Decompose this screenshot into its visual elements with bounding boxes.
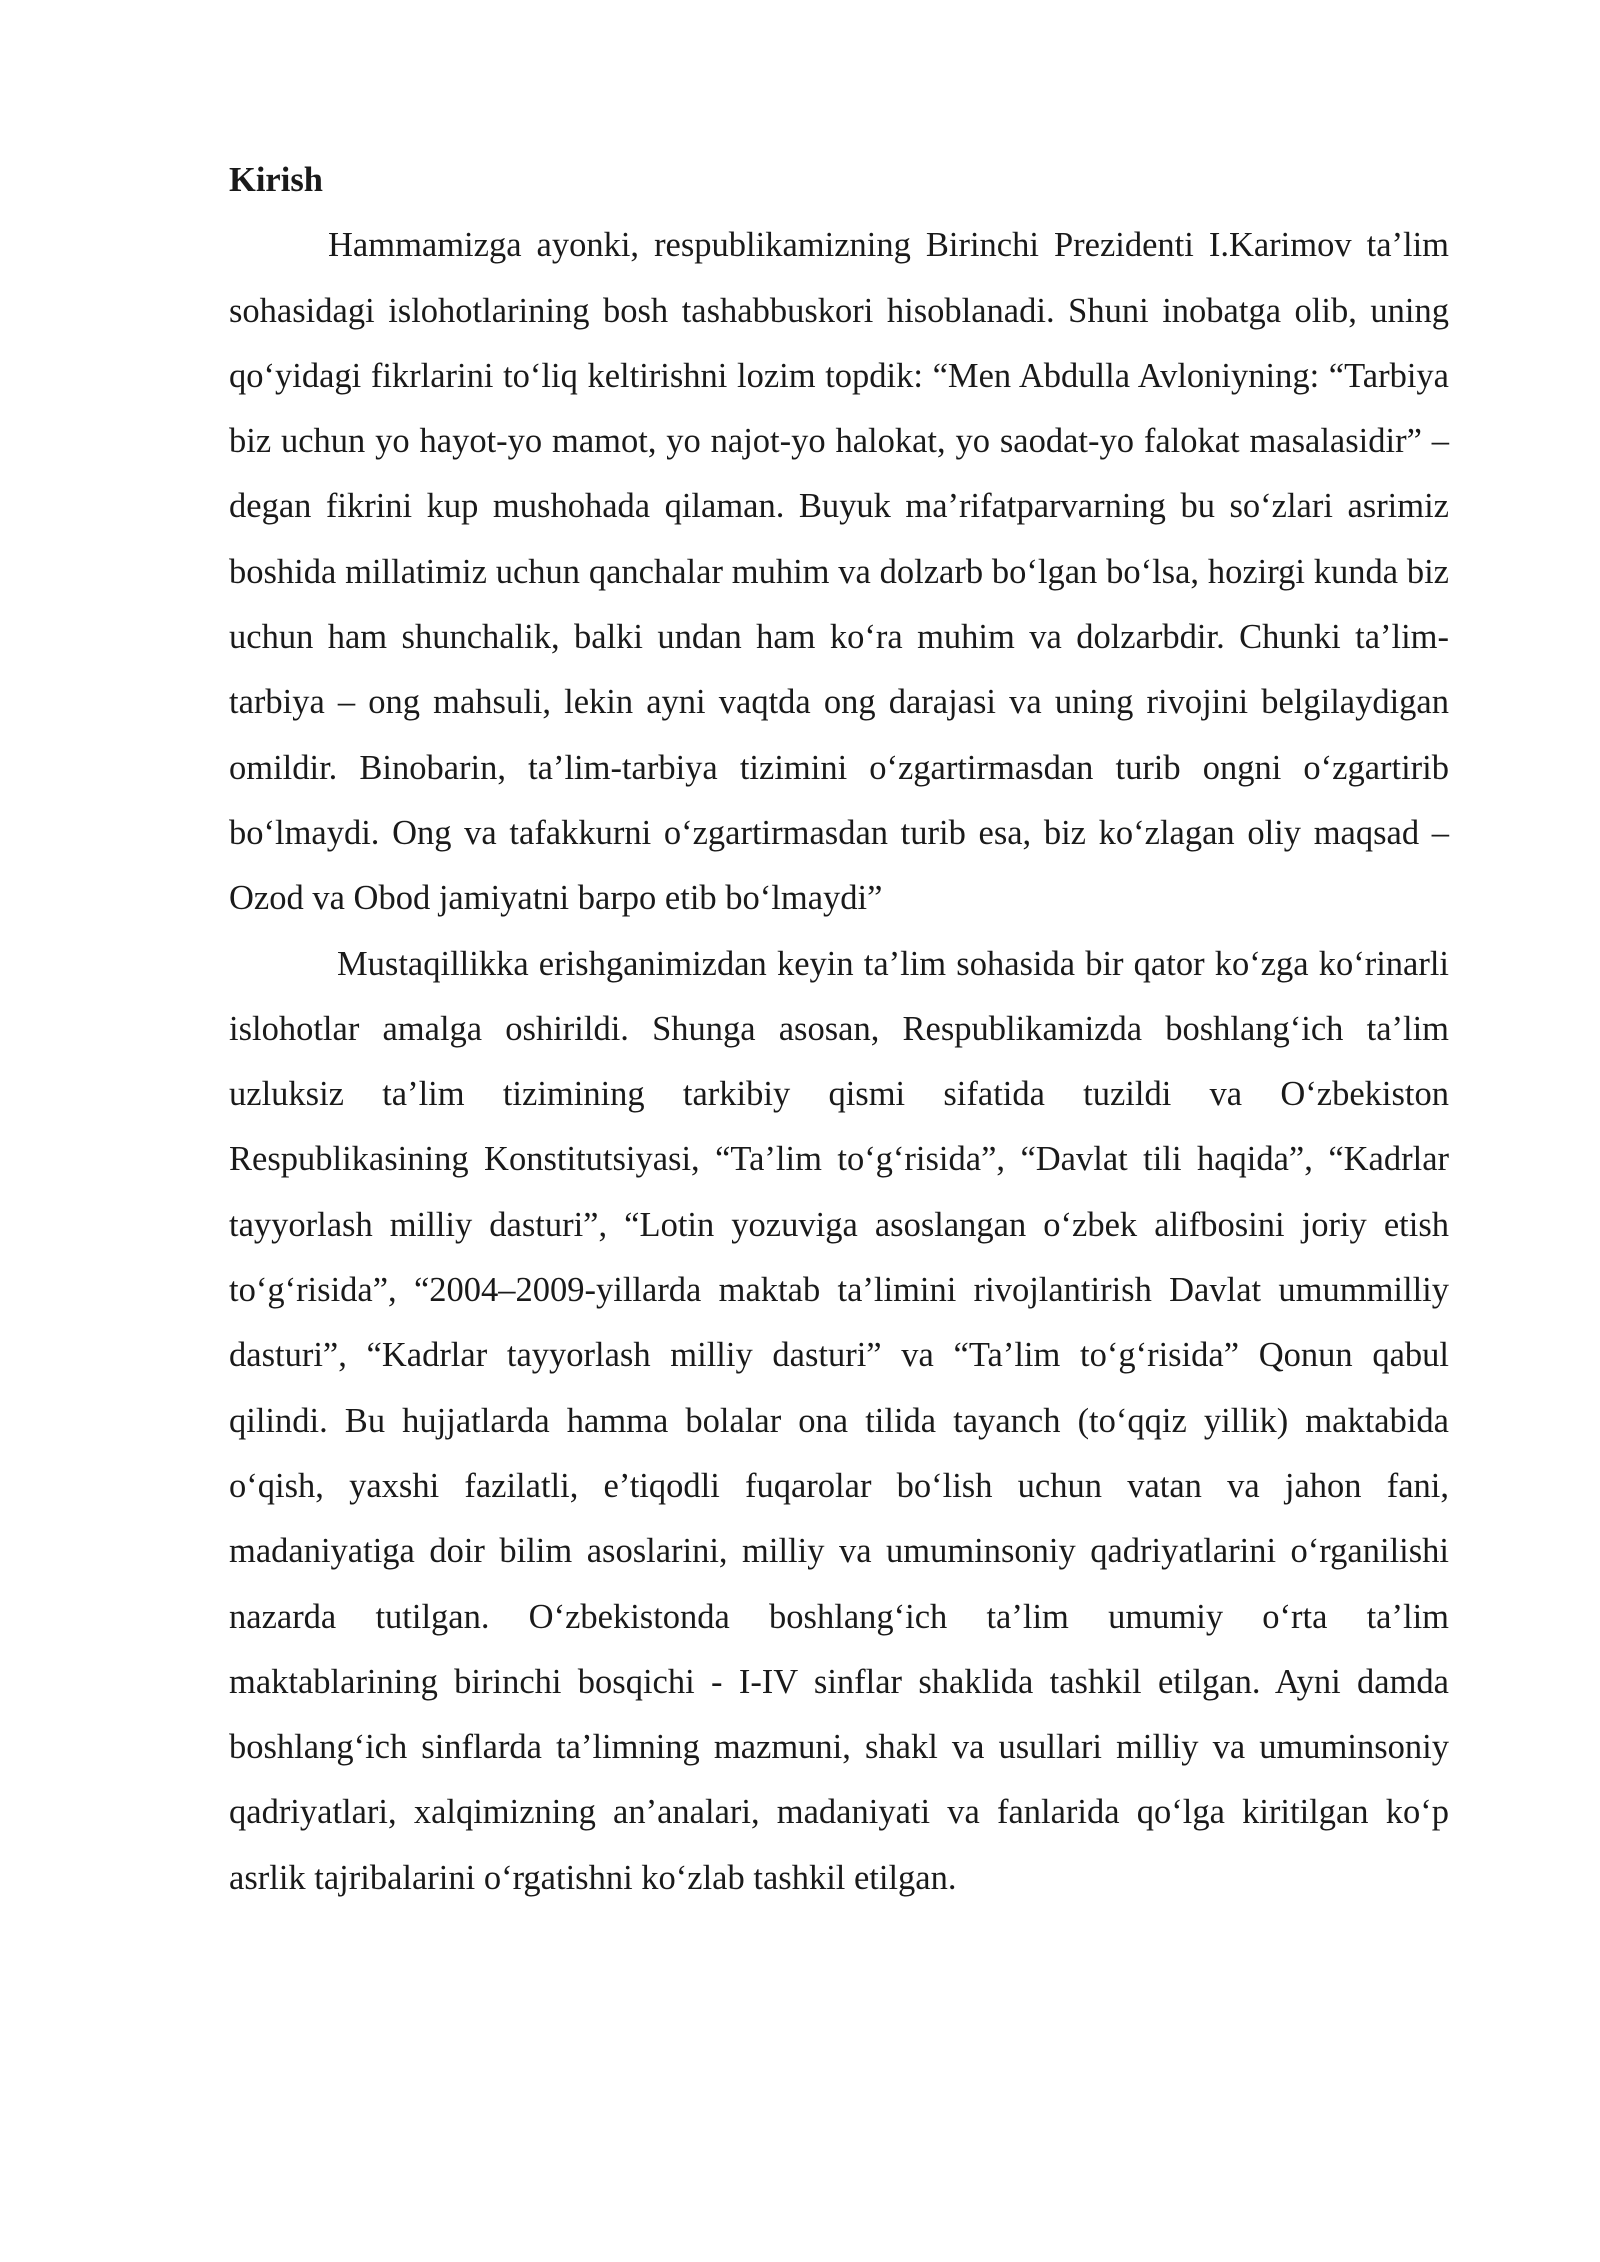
paragraph-2: Mustaqillikka erishganimizdan keyin ta’lim sohasida bir qator ko‘zga ko‘rinarli islohotlar amalga oshirildi. Shunga asosan, Respublikamizda boshlang‘ich ta’lim uzluksiz ta’lim tizimining tarkibiy qismi sifatida tuzildi va O‘zbekiston Respublikasining Konstitutsiyasi, “Ta’lim to‘g‘risida”, “Davlat tili haqida”, “Kadrlar tayyorlash milliy dasturi”, “Lotin yozuviga asoslangan o‘zbek alifbosini joriy etish to‘g‘risida”, “2004–2009-yillarda maktab ta’limini rivojlantirish Davlat umummilliy dasturi”, “Kadrlar tayyorlash milliy dasturi” va “Ta’lim to‘g‘risida” Qonun qabul qilindi. Bu hujjatlarda hamma bolalar ona tilida tayanch (to‘qqiz yillik) maktabida o‘qish, yaxshi fazilatli, e’tiqodli fuqarolar bo‘lish uchun vatan va jahon fani, madaniyatiga doir bilim asoslarini, milliy va umuminsoniy qadriyatlarini o‘rganilishi nazarda tutilgan. O‘zbekistonda boshlang‘ich ta’lim umumiy o‘rta ta’lim maktablarining birinchi bosqichi - I-IV sinflar shaklida tashkil etilgan. Ayni damda boshlang‘ich sinflarda ta’limning mazmuni, shakl va usullari milliy va umuminsoniy qadriyatlari, xalqimizning an’analari, madaniyati va fanlarida qo‘lga kiritilgan ko‘p asrlik tajribalarini o‘rgatishni ko‘zlab tashkil etilgan. [229, 944, 1449, 1897]
section-heading: Kirish [229, 161, 323, 199]
paragraph-1: Hammamizga ayonki, respublikamizning Birinchi Prezidenti I.Karimov ta’lim sohasidagi islohotlarining bosh tashabbuskori hisoblanadi. Shuni inobatga olib, uning qo‘yidagi fikrlarini to‘liq keltirishni lozim topdik: “Men Abdulla Avloniyning: “Tarbiya biz uchun yo hayot-yo mamot, yo najot-yo halokat, yo saodat-yo falokat masalasidir” – degan fikrini kup mushohada qilaman. Buyuk ma’rifatparvarning bu so‘zlari asrimiz boshida millatimiz uchun qanchalar muhim va dolzarb bo‘lgan bo‘lsa, hozirgi kunda biz uchun ham shunchalik, balki undan ham ko‘ra muhim va dolzarbdir. Chunki ta’lim-tarbiya – ong mahsuli, lekin ayni vaqtda ong darajasi va uning rivojini belgilaydigan omildir. Binobarin, ta’lim-tarbiya tizimini o‘zgartirmasdan turib ongni o‘zgartirib bo‘lmaydi. Ong va tafakkurni o‘zgartirmasdan turib esa, biz ko‘zlagan oliy maqsad – Ozod va Obod jamiyatni barpo etib bo‘lmaydi” [229, 226, 1449, 918]
document-body [229, 148, 1449, 1911]
